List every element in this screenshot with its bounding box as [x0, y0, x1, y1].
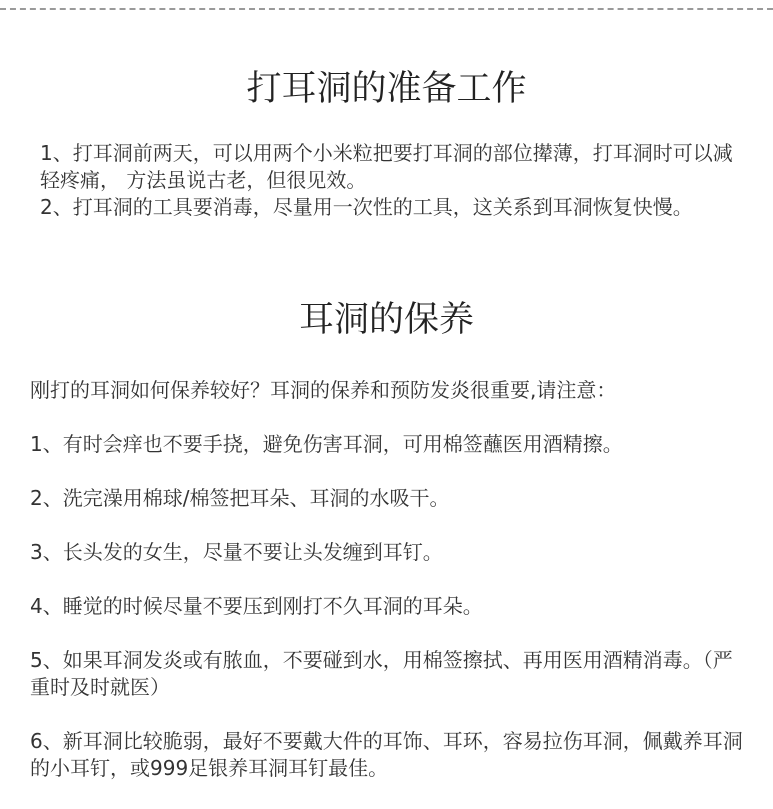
care-item-2: 2、洗完澡用棉球/棉签把耳朵、耳洞的水吸干。	[30, 486, 450, 510]
care-item-5: 5、如果耳洞发炎或有脓血，不要碰到水，用棉签擦拭、再用医用酒精消毒。（严重时及时就医）	[30, 648, 733, 699]
dashed-divider	[0, 8, 773, 10]
section-title-preparation: 打耳洞的准备工作	[246, 69, 527, 109]
preparation-item-1: 1、打耳洞前两天，可以用两个小米粒把要打耳洞的部位撵薄，打耳洞时可以减轻疼痛， 方法虽说古老，但很见效。	[40, 141, 733, 192]
care-item-1: 1、有时会痒也不要手挠，避免伤害耳洞，可用棉签蘸医用酒精擦。	[30, 432, 623, 456]
care-content	[30, 377, 745, 809]
preparation-item-2: 2、打耳洞的工具要消毒，尽量用一次性的工具，这关系到耳洞恢复快慢。	[40, 195, 693, 219]
section-title-care: 耳洞的保养	[298, 300, 474, 340]
care-item-4: 4、睡觉的时候尽量不要压到刚打不久耳洞的耳朵。	[30, 594, 483, 618]
preparation-content	[40, 140, 740, 221]
care-item-3: 3、长头发的女生，尽量不要让头发缠到耳钉。	[30, 540, 443, 564]
care-intro: 刚打的耳洞如何保养较好？耳洞的保养和预防发炎很重要,请注意：	[30, 378, 617, 402]
care-item-6: 6、新耳洞比较脆弱，最好不要戴大件的耳饰、耳环，容易拉伤耳洞，佩戴养耳洞的小耳钉，或999足银养耳洞耳钉最佳。	[30, 729, 743, 780]
